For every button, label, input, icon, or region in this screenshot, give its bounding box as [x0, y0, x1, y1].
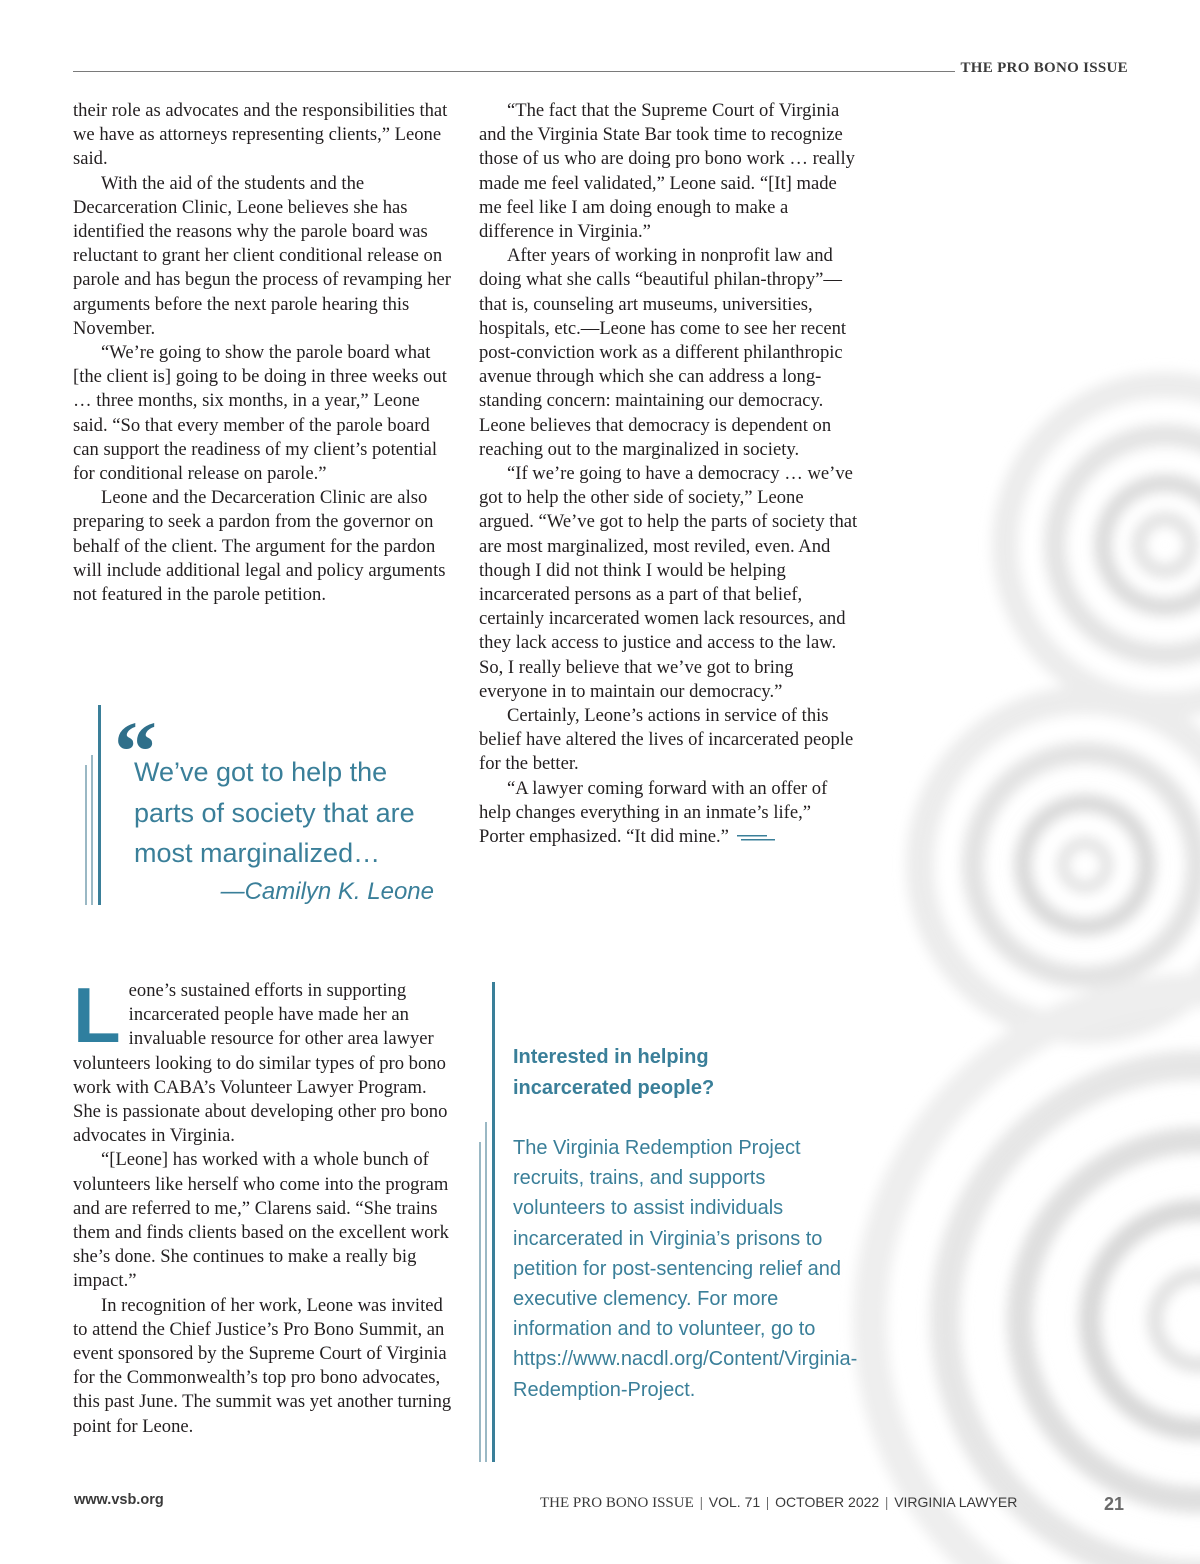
sidebar-body: The Virginia Redemption Project recruits, trains, and supports volunteers to assist individuals incarcerated in Virginia’s prisons to petition for post-sentencing relief and executive clemency. For more information and to volunteer, go to https://www.nacdl.org/Content/Virginia-Redemption-Project.: [513, 1137, 858, 1401]
paragraph-text: eone’s sustained efforts in supporting incarcerated people have made her an invaluable resource for other area lawyer volunteers looking to do similar types of pro bono work with CABA’s Volunteer Lawyer Program. She is passionate about developing other pro bono advocates in Virginia.: [73, 980, 448, 1147]
paragraph: their role as advocates and the responsibilities that we have as attorneys representing clients,” Leone said.: [73, 100, 448, 170]
paragraph: Leone and the Decarceration Clinic are also preparing to seek a pardon from the governor on behalf of the client. The argument for the pardon will include additional legal and policy arguments not featured in the parole petition.: [73, 487, 446, 606]
pullquote-bars: [85, 705, 105, 905]
article-column-left-top: [73, 99, 453, 607]
paragraph: In recognition of her work, Leone was invited to attend the Chief Justice’s Pro Bono Summit, an event sponsored by the Supreme Court of Virginia for the Commonwealth’s top pro bono advocates, this past June. The summit was yet another turning point for Leone.: [73, 1294, 452, 1437]
header-rule: [73, 71, 955, 72]
pullquote-attribution: —Camilyn K. Leone: [220, 878, 434, 905]
paragraph: Certainly, Leone’s actions in service of this belief have altered the lives of incarcerated people for the better.: [479, 705, 854, 775]
footer-url: www.vsb.org: [74, 1492, 164, 1508]
paragraph-text: “A lawyer coming forward with an offer of help changes everything in an inmate’s life,” Porter emphasized. “It did mine.”: [479, 777, 828, 848]
page-number: 21: [1104, 1494, 1125, 1514]
paragraph: With the aid of the students and the Decarceration Clinic, Leone believes she has identified the reasons why the parole board was reluctant to grant her client conditional release on parole and has begun the process of revamping her arguments before the next parole hearing this November.: [73, 172, 451, 339]
paragraph-dropcap: [73, 971, 453, 1148]
drop-cap: L: [73, 971, 121, 1059]
sidebar-heading: Interested in helping incarcerated people?: [513, 1046, 715, 1099]
sidebar-bars: [479, 982, 499, 1462]
pullquote-text: We’ve got to help the parts of society that are most marginalized…: [134, 757, 415, 868]
footer-volume: VOL. 71: [708, 1494, 761, 1510]
footer-issue-line: THE PRO BONO ISSUE | VOL. 71 | OCTOBER 2022 | VIRGINIA LAWYER: [540, 1494, 1018, 1511]
running-header-title: THE PRO BONO ISSUE: [960, 60, 1128, 76]
article-column-right-top: [479, 99, 859, 849]
paragraph: “We’re going to show the parole board what [the client is] going to be doing in three weeks out … three months, six months, in a year,” Leone said. “So that every member of the parole board can support the readiness of my client’s potential for conditional release on parole.”: [73, 342, 447, 485]
footer-magazine: VIRGINIA LAWYER: [894, 1494, 1018, 1510]
paragraph: After years of working in nonprofit law and doing what she calls “beautiful philan-thropy”—that is, counseling art museums, universities, hospitals, etc.—Leone has come to see her recent post-conviction work as a different philanthropic avenue through which she can address a long-standing concern: maintaining our democracy. Leone believes that democracy is dependent on reaching out to the marginalized in society.: [479, 245, 847, 460]
paragraph: “If we’re going to have a democracy … we’ve got to help the other side of society,” Leone argued. “We’ve got to help the parts of society that are most marginalized, most reviled, even. And though I did not think I would be helping incarcerated persons as a part of that belief, certainly incarcerated women lack resources, and they lack access to justice and access to the law. So, I really believe that we’ve got to bring everyone in to maintain our democracy.”: [479, 463, 858, 702]
article-column-left-bottom: [73, 971, 453, 1439]
paragraph-final: [479, 777, 859, 850]
paragraph: “The fact that the Supreme Court of Virginia and the Virginia State Bar took time to recognize those of us who are doing pro bono work … really made me feel validated,” Leone said. “[It] made me feel like I am doing enough to make a difference in Virginia.”: [479, 100, 855, 243]
paragraph: “[Leone] has worked with a whole bunch of volunteers like herself who come into the program and are referred to me,” Clarens said. “She trains them and finds clients based on the excellent work she’s done. She continues to make a really big impact.”: [73, 1149, 449, 1292]
footer-issue: THE PRO BONO ISSUE: [540, 1495, 694, 1511]
quote-mark-icon: “: [114, 708, 157, 756]
end-of-article-icon: [737, 834, 775, 842]
footer-date: OCTOBER 2022: [775, 1494, 880, 1510]
